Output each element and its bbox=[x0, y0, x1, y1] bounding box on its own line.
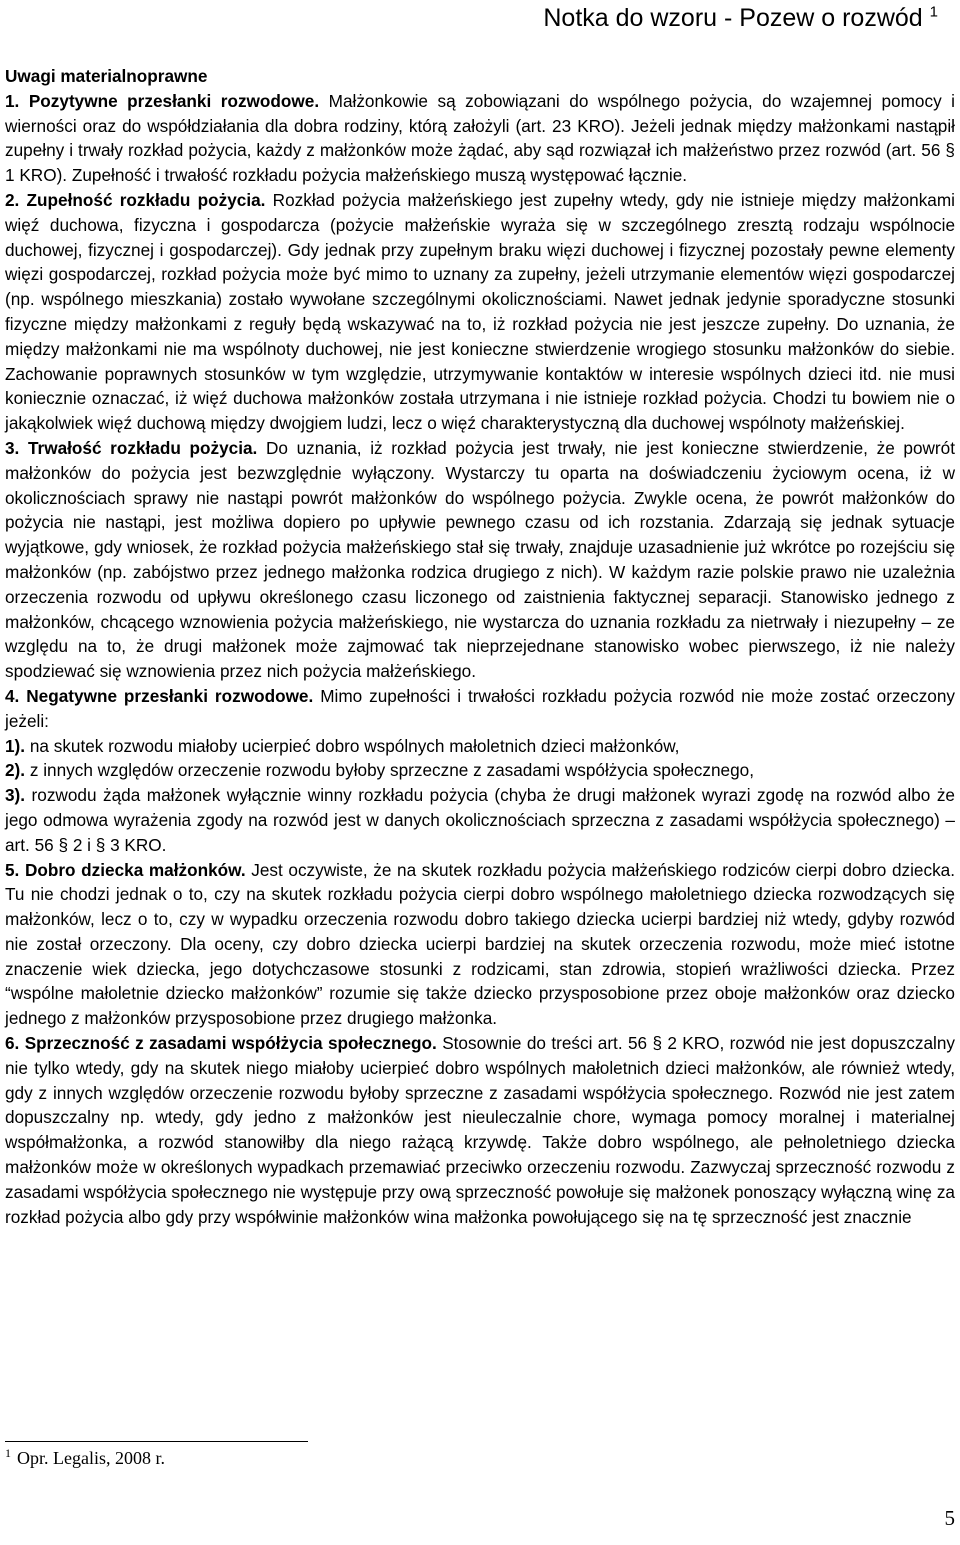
paragraph-text: Stosownie do treści art. 56 § 2 KRO, rozwód nie jest dopuszczalny nie tylko wtedy, gdy na skutek niego miałoby ucierpieć dobro wspólnych małoletnich dzieci małżonków, ale również wtedy, gdy z innych względów orzeczenie rozwodu byłoby sprzeczne z zasadami współżycia społecznego. Rozwód nie jest zatem dopuszczalny np. wtedy, gdy jedno z małżonków jest nieuleczalnie chore, wymaga pomocy moralnej i materialnej współmałżonka, a rozwód stanowiłby dla niego rażącą krzywdę. Także dobro wspólnego, ale pełnoletniego dziecka małżonków może w określonych wypadkach przemawiać przeciwko orzeczeniu rozwodu. Zazwyczaj sprzeczność rozwodu z zasadami współżycia społecznego nie występuje przy ową sprzeczność powołuje się małżonek ponoszący wyłączną winę za rozkład pożycia albo gdy przy współwinie małżonków wina małżonka powołującego się na tę sprzeczność jest znacznie bbox=[5, 1033, 955, 1227]
paragraph-text: Rozkład pożycia małżeńskiego jest zupełny wtedy, gdy nie istnieje między małżonkami więź duchowa, fizyczna i gospodarcza (pożycie małżeńskie wyraża się w szczególnego zresztą rodzaju wspólnocie duchowej, fizycznej i gospodarczej). Gdy jednak przy zupełnym braku więzi duchowej i fizycznej pozostały pewne elementy więzi gospodarczej, rozkład pożycia może być mimo to uznany za zupełny, jeżeli utrzymanie elementów więzi gospodarczej (np. wspólnego mieszkania) zostało wywołane szczególnymi okolicznościami. Nawet jednak jedynie sporadyczne stosunki fizyczne między małżonkami z reguły będą wskazywać na to, iż rozkład pożycia nie jest jeszcze zupełny. Do uznania, że między małżonkami nie ma wspólnoty duchowej, nie jest konieczne stwierdzenie wrogiego stosunku małżonków do siebie. Zachowanie poprawnych stosunków w tym względzie, utrzymywanie kontaktów w interesie wspólnych dzieci itd. nie musi koniecznie oznaczać, iż więź duchowa małżonków została utrzymana i nie istnieje rozkład pożycia. Chodzi tu bowiem nie o jakąkolwiek więź duchową między dwojgiem ludzi, lecz o więź charakterystyczną dla duchowej wspólnoty małżeńskiej. bbox=[5, 189, 955, 434]
paragraph-text: Małżonkowie są zobowiązani do wspólnego pożycia, do wzajemnej pomocy i wierności oraz do współdziałania dla dobra rodziny, którą założyli (art. 23 KRO). Jeżeli jednak między małżonkami nastąpił zupełny i trwały rozkład pożycia, każdy z małżonków może żądać, aby sąd rozwiązał ich małżeństwo przez rozwód (art. 56 § 1 KRO). Zupełność i trwałość rozkładu pożycia małżeńskiego muszą występować łącznie. bbox=[5, 90, 955, 186]
footnote bbox=[5, 1446, 165, 1470]
footnote-text: Opr. Legalis, 2008 r. bbox=[17, 1448, 165, 1468]
list-item-2 bbox=[5, 758, 955, 783]
document-body bbox=[5, 64, 955, 1229]
page-title bbox=[0, 2, 938, 34]
list-item-marker: 2). bbox=[5, 760, 26, 781]
paragraph-5 bbox=[5, 858, 955, 1032]
footnote-divider bbox=[5, 1441, 308, 1442]
paragraph-text: Jest oczywiste, że na skutek rozkładu pożycia małżeńskiego rodziców cierpi dobro dziecka. Tu nie chodzi jednak o to, czy na skutek rozkładu pożycia cierpi dobro wspólnego małoletniego dziecka rozwodzących się małżonków, lecz o to, czy w wypadku orzeczenia rozwodu dobro takiego dziecka ucierpi bardziej niż wtedy, gdyby rozwód nie został orzeczony. Dla oceny, czy dobro dziecka ucierpi bardziej na skutek orzeczenia rozwodu, może mieć istotne znaczenie wiek dziecka, jego dotychczasowe stosunki z rodzicami, stan zdrowia, stopień wrażliwości dziecka. Przez “wspólne małoletnie dziecko małżonków” rozumie się także dziecko przysposobione przez oboje małżonków oraz dziecko jednego z małżonków przysposobione przez drugiego małżonka. bbox=[5, 859, 955, 1029]
paragraph-heading: 3. Trwałość rozkładu pożycia. bbox=[5, 437, 258, 458]
paragraph-heading: 1. Pozytywne przesłanki rozwodowe. bbox=[5, 90, 320, 111]
list-item-text: rozwodu żąda małżonek wyłącznie winny rozkładu pożycia (chyba że drugi małżonek wyrazi zgodę na rozwód albo że jego odmowa wyrażenia zgody na rozwód jest w danych okolicznościach sprzeczna z zasadami współżycia społecznego) – art. 56 § 2 i § 3 KRO. bbox=[5, 785, 955, 855]
title-text: Notka do wzoru - Pozew o rozwód bbox=[543, 4, 923, 32]
paragraph-1 bbox=[5, 89, 955, 188]
section-heading: Uwagi materialnoprawne bbox=[5, 66, 208, 86]
paragraph-text: Do uznania, iż rozkład pożycia jest trwały, nie jest konieczne stwierdzenie, że powrót małżonków do pożycia jest bezwzględnie wyłączony. Wystarczy tu oparta na doświadczeniu życiowym ocena, iż w okolicznościach sprawy nie nastąpi powrót małżonków do wspólnego pożycia. Zwykle ocena, że powrót małżonków do pożycia nie nastąpi, jest możliwa dopiero po upływie pewnego czasu od ich rozstania. Zdarzają się jednak sytuacje wyjątkowe, gdy wniosek, że rozkład pożycia małżeńskiego stał się trwały, znajduje uzasadnienie już wkrótce po rozejściu się małżonków (np. zabójstwo przez jednego małżonka rodzica drugiego z nich). W każdym razie polskie prawo nie uzależnia orzeczenia rozwodu od upływu określonego czasu liczonego od zaistnienia faktycznej separacji. Stanowisko jednego z małżonków, chcącego wznowienia pożycia małżeńskiego, nie wystarcza do uznania rozkładu za nietrwały i niezupełny – ze względu na to, że drugi małżonek może zajmować tak nieprzejednane stanowisko wobec pierwszego, iż nie należy spodziewać się wznowienia przez nich pożycia małżeńskiego. bbox=[5, 437, 955, 682]
paragraph-heading: 5. Dobro dziecka małżonków. bbox=[5, 859, 246, 880]
paragraph-heading: 2. Zupełność rozkładu pożycia. bbox=[5, 189, 266, 210]
page-number: 5 bbox=[944, 1506, 955, 1530]
title-footnote-mark: 1 bbox=[929, 3, 938, 21]
paragraph-heading: 6. Sprzeczność z zasadami współżycia społecznego. bbox=[5, 1033, 437, 1054]
footnote-mark: 1 bbox=[5, 1446, 11, 1460]
paragraph-3 bbox=[5, 436, 955, 684]
list-item-marker: 1). bbox=[5, 735, 26, 756]
paragraph-2 bbox=[5, 188, 955, 436]
paragraph-6 bbox=[5, 1031, 955, 1229]
list-item-1 bbox=[5, 734, 955, 759]
paragraph-4 bbox=[5, 684, 955, 734]
list-item-marker: 3). bbox=[5, 785, 26, 806]
list-item-text: z innych względów orzeczenie rozwodu byłoby sprzeczne z zasadami współżycia społecznego, bbox=[25, 760, 754, 781]
list-item-text: na skutek rozwodu miałoby ucierpieć dobro wspólnych małoletnich dzieci małżonków, bbox=[25, 735, 680, 756]
paragraph-text: Mimo zupełności i trwałości rozkładu pożycia rozwód nie może zostać orzeczony jeżeli: bbox=[5, 685, 955, 731]
paragraph-heading: 4. Negatywne przesłanki rozwodowe. bbox=[5, 685, 314, 706]
list-item-3 bbox=[5, 783, 955, 857]
